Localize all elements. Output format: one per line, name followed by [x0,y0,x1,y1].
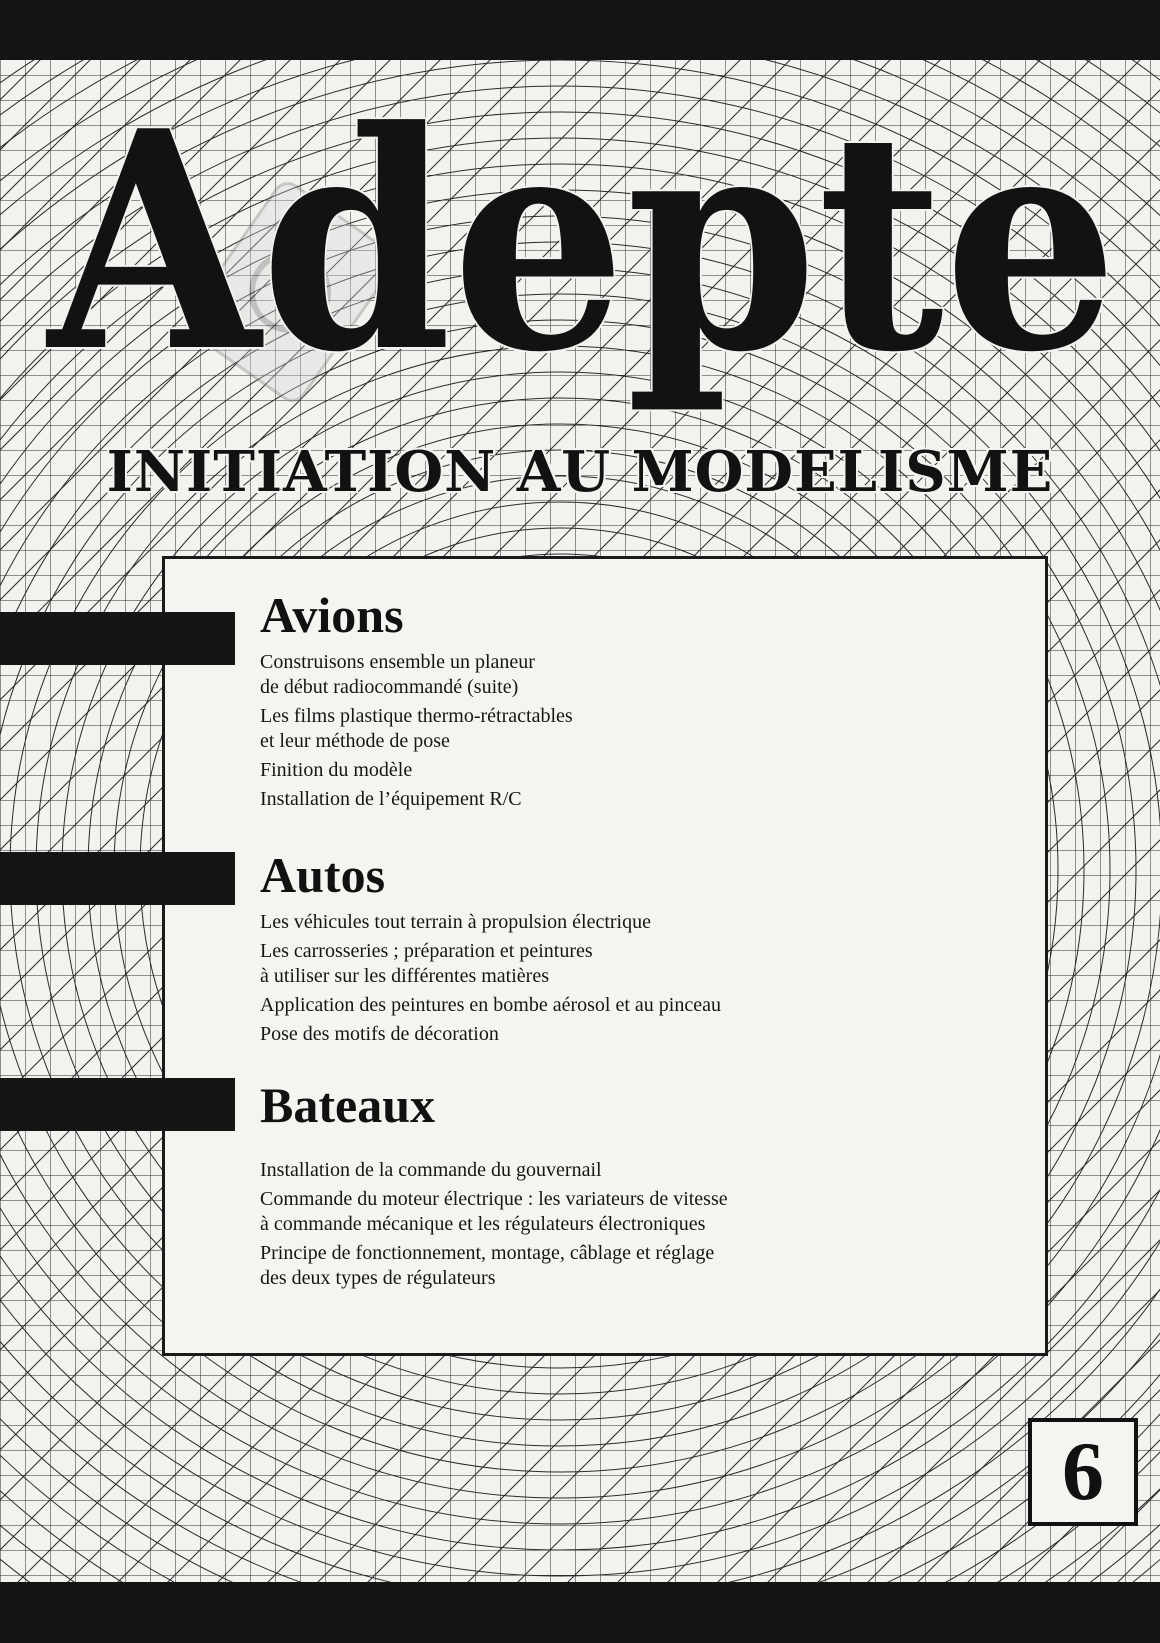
section-bateaux [260,1078,980,1295]
list-item: Finition du modèle [260,759,413,781]
section-tab-autos [0,852,235,905]
list-item: Pose des motifs de décoration [260,1023,499,1045]
list-item: Les carrosseries ; préparation et peintures à utiliser sur les différentes matières [260,940,593,987]
adepte-logo [40,92,1130,452]
section-tab-bateaux [0,1078,235,1131]
logo-text: Adepte [43,92,1119,418]
list-item: Installation de l’équipement R/C [260,788,522,810]
list-item: Application des peintures en bombe aérosol et au pinceau [260,994,721,1016]
issue-number: 6 [1028,1418,1138,1526]
section-title: Avions [260,587,404,643]
magazine-subtitle: INITIATION AU MODELISME [106,439,1054,505]
list-item: Principe de fonctionnement, montage, câblage et réglage des deux types de régulateurs [260,1242,715,1289]
section-avions [260,588,980,816]
section-title: Bateaux [260,1077,435,1133]
list-item: Installation de la commande du gouvernail [260,1159,602,1181]
section-autos [260,848,980,1051]
list-item: Commande du moteur électrique : les variateurs de vitesse à commande mécanique et les régulateurs électroniques [260,1188,728,1235]
list-item: Les véhicules tout terrain à propulsion électrique [260,911,651,933]
section-tab-avions [0,612,235,665]
section-title: Autos [260,847,386,903]
bottom-bar [0,1582,1160,1643]
list-item: Les films plastique thermo-rétractables et leur méthode de pose [260,705,573,752]
list-item: Construisons ensemble un planeur de début radiocommandé (suite) [260,651,535,698]
top-bar [0,0,1160,60]
